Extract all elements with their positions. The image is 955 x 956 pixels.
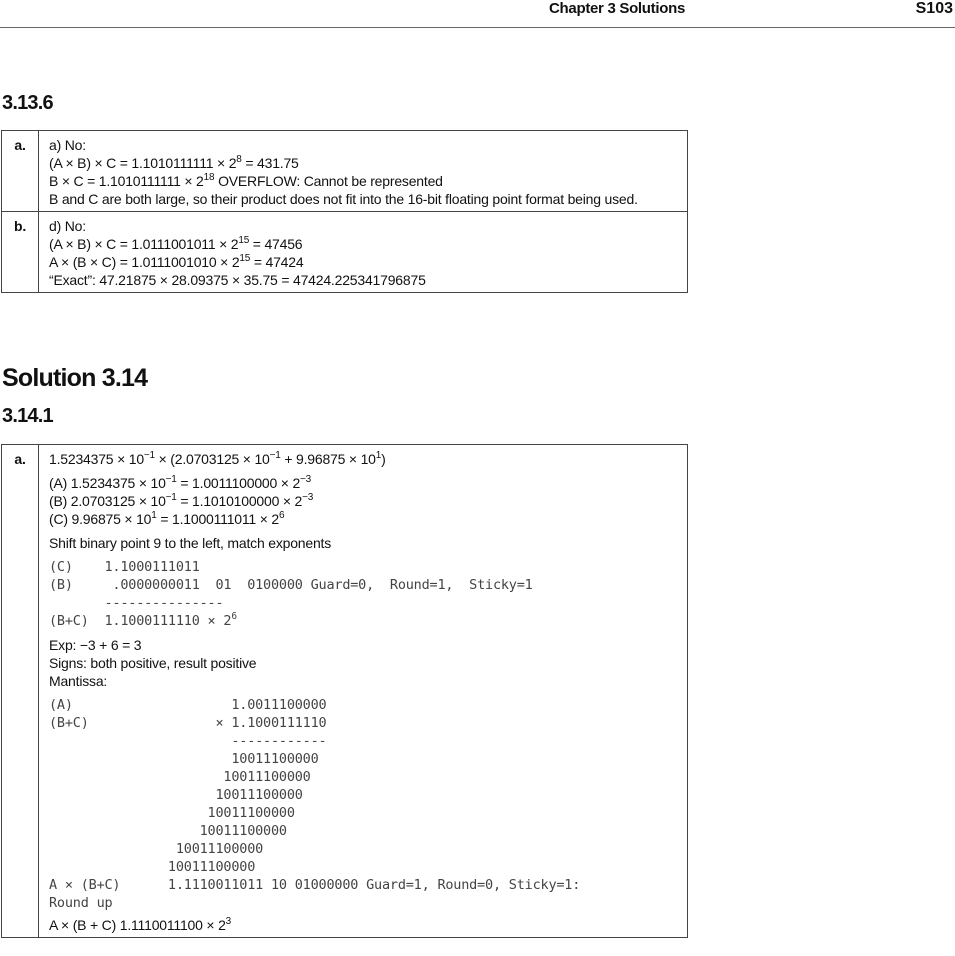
text-line: $B \times C = 1.1010111111 \times 2^{18}$ OVERFLOW: Cannot be represented <box>49 172 443 189</box>
section-heading-3-14-1: 3.14.1 <box>2 405 53 427</box>
text-line: a) No: <box>49 137 86 153</box>
chapter-title: Chapter 3 Solutions <box>549 0 685 17</box>
row-label: a. <box>2 131 39 212</box>
text-line: Signs: both positive, result positive <box>49 655 257 671</box>
text-line: “Exact”: 47.21875 × 28.09375 × 35.75 = 47424.225341796875 <box>49 272 426 288</box>
answer-table-3-14-1 <box>1 444 688 938</box>
text-line: $(A \times B) \times C = 1.0111001011 \times 2^{15} = 47456$ <box>49 235 303 252</box>
text-line: (C) $9.96875 \times 10^1 = 1.1000111011 \times 2^6$ <box>49 510 285 527</box>
solution-title: Solution 3.14 <box>2 364 148 392</box>
multiplication-block: (A) 1.0011100000 (B+C) × 1.1000111110 ------------ 10011100000 10011100000 10011100000 10011100000 10011100000 10011100000 10011100000 A × (B+C) 1.1110011011 10 01000000 Guard=1, Round=0, Sticky=1: Round up <box>49 697 581 911</box>
text-line: $(A \times B) \times C = 1.1010111111 \times 2^8 = 431.75$ <box>49 154 299 171</box>
page-header <box>0 0 955 28</box>
section-heading-3-13-6: 3.13.6 <box>2 92 53 114</box>
alignment-block: (C) 1.1000111011 (B) .0000000011 01 0100000 Guard=0, Round=1, Sticky=1 --------------- (B+C) $1.1000111110 \times 2^6$ <box>49 559 533 629</box>
text-line: Mantissa: <box>49 673 108 689</box>
page-number: S103 <box>915 0 953 17</box>
text-paragraph: B and C are both large, so their product does not fit into the 16-bit floating point format being used. <box>49 191 638 207</box>
row-label: a. <box>2 445 39 938</box>
row-label: b. <box>2 212 39 293</box>
text-line: $A \times (B \times C) = 1.0111001010 \times 2^{15} = 47424$ <box>49 253 304 270</box>
answer-text <box>39 212 688 293</box>
text-line: d) No: <box>49 218 86 234</box>
answer-table-3-13-6 <box>1 130 688 293</box>
table-row <box>2 131 688 212</box>
answer-text <box>39 131 688 212</box>
answer-text <box>39 445 688 938</box>
text-line: Exp: −3 + 6 = 3 <box>49 637 142 653</box>
text-line: (B) $2.0703125 \times 10^{-1} = 1.1010100000 \times 2^{-3}$ <box>49 492 314 509</box>
text-line: (A) $1.5234375 \times 10^{-1} = 1.0011100000 \times 2^{-3}$ <box>49 474 312 491</box>
table-row <box>2 212 688 293</box>
expression-line: $1.5234375 \times 10^{-1} \times (2.0703125 \times 10^{-1} + 9.96875 \times 10^1)$ <box>49 450 386 467</box>
text-line: A × (B + C) $1.1110011100 \times 2^3$ <box>49 916 232 933</box>
table-row <box>2 445 688 938</box>
text-line: Shift binary point 9 to the left, match exponents <box>49 535 332 551</box>
